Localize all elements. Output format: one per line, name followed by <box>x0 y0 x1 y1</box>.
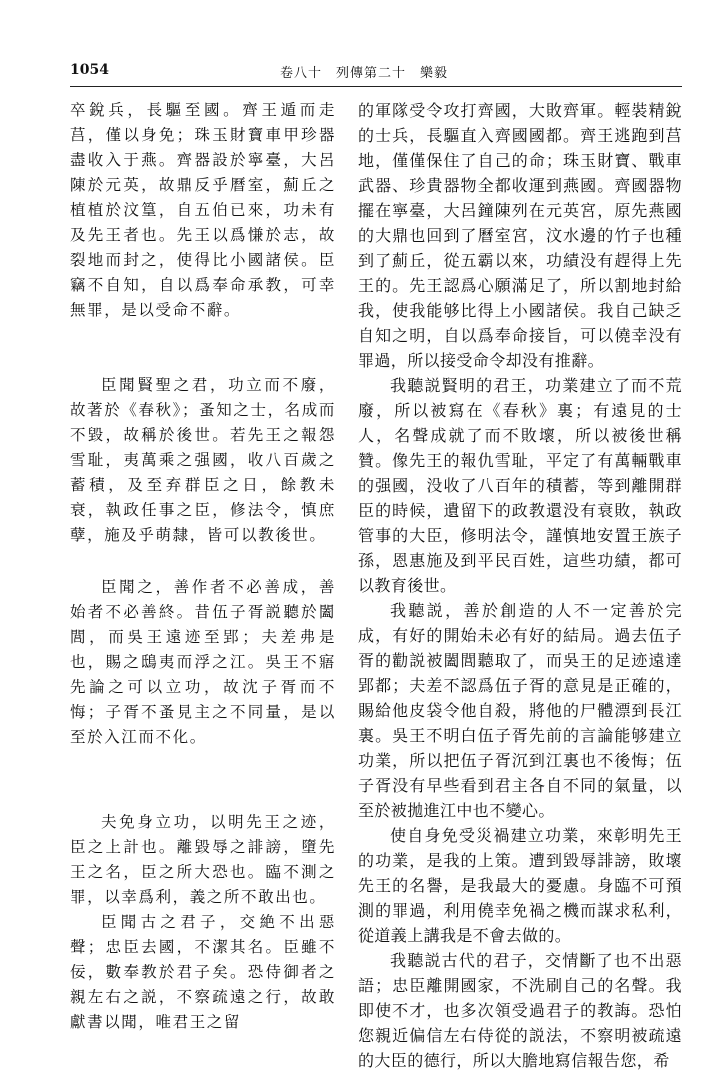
original-paragraph-5: 臣聞古之君子，交絶不出惡聲；忠臣去國，不潔其名。臣雖不佞，數奉教於君子矣。恐侍御者之親左右之説，不察疏遠之行，故敢獻書以聞，唯君王之留 <box>70 913 336 1031</box>
translation-paragraph-4: 使自身免受災禍建立功業，來彰明先王的功業，是我的上策。遭到毀辱誹謗，敗壞先王的名譽，是我最大的憂慮。身臨不可預測的罪過，利用僥幸免禍之機而謀求私利，從道義上講我是不會去做的。 <box>358 826 682 945</box>
translation-paragraph-2: 我聽説賢明的君王，功業建立了而不荒廢，所以被寫在《春秋》裏；有遠見的士人，名聲成就了而不敗壞，所以被後世稱贊。像先王的報仇雪耻，平定了有萬輛戰車的强國，没收了八百年的積蓄，等到離開群臣的時候，遺留下的政教還没有衰敗，執政管事的大臣，修明法令，謹慎地安置王族子孫，恩惠施及到平民百姓，這些功績，都可以教育後世。 <box>358 376 682 595</box>
page-header <box>70 62 680 84</box>
translation-column <box>358 98 682 1073</box>
translation-paragraph-3: 我聽説，善於創造的人不一定善於完成，有好的開始未必有好的結局。過去伍子胥的勸説被闔閭聽取了，而吳王的足迹遠達郢都；夫差不認爲伍子胥的意見是正確的，賜給他皮袋令他自殺，將他的尸體漂到長江裏。吳王不明白伍子胥先前的言論能够建立功業，所以把伍子胥沉到江裏也不後悔；伍子胥没有早些看到君主各自不同的氣量，以至於被拋進江中也不變心。 <box>358 601 682 820</box>
original-paragraph-1: 卒銳兵，長驅至國。齊王遁而走莒，僅以身免；珠玉財寶車甲珍器盡收入于燕。齊器設於寧臺，大呂陳於元英，故鼎反乎曆室，薊丘之植植於汶篁，自五伯已來，功未有及先王者也。先王以爲慊於志，故裂地而封之，使得比小國諸侯。臣竊不自知，自以爲奉命承教，可幸無罪，是以受命不辭。 <box>70 101 336 319</box>
header-rule <box>70 86 682 87</box>
translation-paragraph-1: 的軍隊受令攻打齊國，大敗齊軍。輕裝精銳的士兵，長驅直入齊國國都。齊王逃跑到莒地，僅僅保住了自己的命；珠玉財寶、戰車武器、珍貴器物全都收運到燕國。齊國器物擺在寧臺，大呂鐘陳列在元英宮，原先燕國的大鼎也回到了曆室宮，汶水邊的竹子也種到了薊丘，從五霸以來，功績没有趕得上先王的。先王認爲心願滿足了，所以割地封給我，使我能够比得上小國諸侯。我自己缺乏自知之明，自以爲奉命接旨，可以僥幸没有罪過，所以接受命令却没有推辭。 <box>358 101 682 370</box>
page-number: 1054 <box>70 62 109 78</box>
original-paragraph-2: 臣聞賢聖之君，功立而不廢，故著於《春秋》；蚤知之士，名成而不毀，故稱於後世。若先王之報怨雪耻，夷萬乘之强國，收八百歲之蓄積，及至弃群臣之日，餘教未衰，執政任事之臣，修法令，慎庶孽，施及乎萌隸，皆可以教後世。 <box>70 376 336 544</box>
original-text-column <box>70 98 336 1035</box>
running-head: 卷八十 列傳第二十 樂毅 <box>280 66 449 81</box>
original-paragraph-3: 臣聞之，善作者不必善成，善始者不必善終。昔伍子胥説聽於闔閭，而吳王遠迹至郢；夫差弗是也，賜之鴟夷而浮之江。吳王不寤先論之可以立功，故沈子胥而不悔；子胥不蚤見主之不同量，是以至於入江而不化。 <box>70 578 336 746</box>
translation-paragraph-5: 我聽説古代的君子，交情斷了也不出惡語；忠臣離開國家，不洗刷自己的名聲。我即使不才，也多次領受過君子的教誨。恐怕您親近偏信左右侍從的説法，不察明被疏遠的大臣的德行，所以大膽地寫信報告您，希 <box>358 951 682 1070</box>
original-paragraph-4: 夫免身立功，以明先王之迹，臣之上計也。離毀辱之誹謗，墮先王之名，臣之所大恐也。臨不測之罪，以幸爲利，義之所不敢出也。 <box>70 813 336 906</box>
paragraph-gap <box>70 323 336 373</box>
paragraph-gap <box>70 548 336 575</box>
paragraph-gap <box>70 750 336 810</box>
